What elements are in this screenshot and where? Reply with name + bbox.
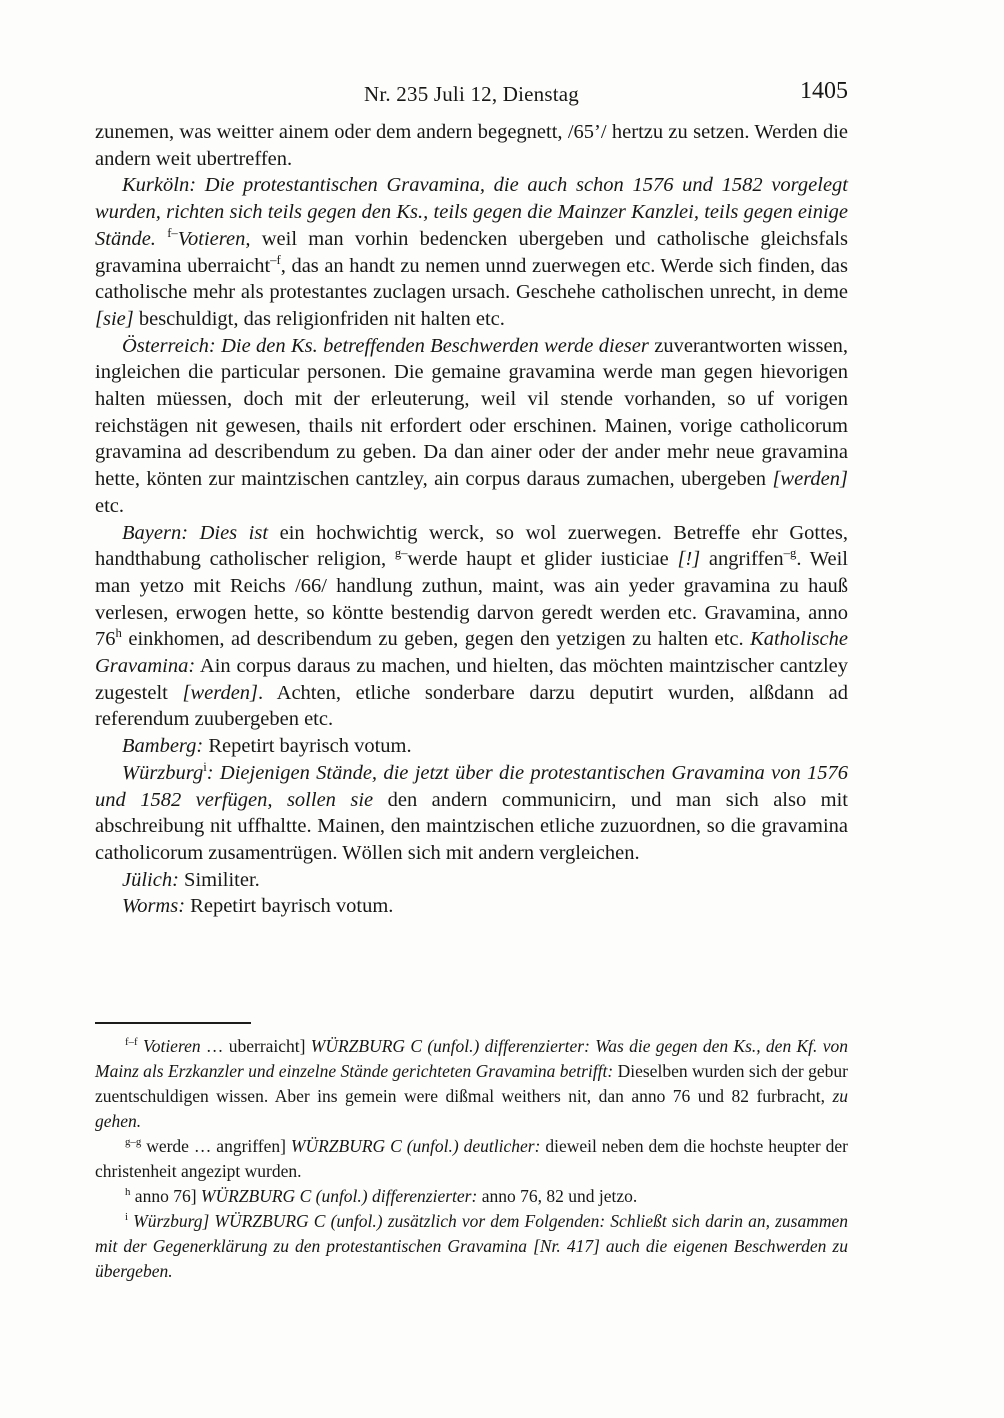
text-segment: . Achten, etliche sonderbare darzu deputirt wurden, alßdann ad referendum zuubergeben etc. — [95, 681, 848, 731]
text-segment: werde … angriffen] — [141, 1136, 291, 1156]
footnote-separator-rule — [95, 1022, 251, 1024]
text-segment: … uberraicht] — [200, 1036, 311, 1056]
text-segment: weil man vorhin bedencken ubergeben und catholische gleichsfals gravamina uberraicht — [95, 227, 848, 277]
text-segment: dieweil neben dem die hochste heupter der christenheit angezipt wurden. — [95, 1136, 848, 1181]
text-segment: Worms: — [122, 895, 186, 918]
text-segment: Repetirt bayrisch votum. — [203, 735, 412, 758]
text-segment: [sie] — [95, 307, 134, 330]
text-segment: WÜRZBURG C (unfol.) deutlicher: — [290, 1136, 546, 1156]
text-segment: beschuldigt, das religionfriden nit halten etc. — [133, 307, 505, 330]
text-segment: Dieselben wurden sich der gebur zuentschuldigen wissen. Aber ins gemein were dißmal weithers nit, dan anno 76 und 82 furbracht, — [95, 1061, 848, 1106]
text-segment: Bamberg: — [122, 735, 204, 758]
text-segment: zunemen, was weitter ainem oder dem andern begegnett, /65’/ hertzu zu setzen. Werden die andern weit ubertreffen. — [95, 121, 848, 170]
text-segment: Würzburg — [122, 761, 204, 784]
superscript-note-mark: i — [125, 1211, 129, 1224]
page-header — [95, 78, 848, 110]
text-segment: Bayern: Dies ist — [122, 521, 280, 544]
superscript-note-mark: h — [125, 1186, 131, 1199]
para-wuerzburg — [95, 760, 848, 867]
para-worms — [95, 893, 848, 920]
superscript-note-mark: –f — [270, 252, 281, 267]
text-segment: : Diejenigen Stände, die jetzt über die protestantischen Gravamina von 1576 und 1582 verfügen, sollen sie — [95, 761, 848, 811]
para-continuation — [95, 119, 848, 172]
superscript-note-mark: h — [115, 626, 122, 641]
footnote-h — [95, 1184, 848, 1209]
para-bamberg — [95, 733, 848, 760]
para-juelich — [95, 867, 848, 894]
text-segment: Kurköln: Die protestantischen Gravamina, die auch schon 1576 und 1582 vorgelegt wurden, richten sich teils gegen den Ks., teils gegen die Mainzer Kanzlei, teils gegen einige Stände. — [95, 174, 848, 250]
text-segment: [!] — [677, 548, 701, 571]
text-segment: ein hochwichtig werck, so wol zuerwegen. Betreffe ehr Gottes, handthabung catholischer religion, — [95, 521, 848, 571]
superscript-note-mark: g–g — [125, 1136, 142, 1149]
text-segment: Würzburg] WÜRZBURG C (unfol.) zusätzlich vor dem Folgenden: Schließt sich darin an, zusammen mit der Gegenerklärung zu den protestantischen Gravamina [Nr. 417] auch die eigenen Beschwerden zu übergeben. — [95, 1211, 848, 1281]
text-segment: . Weil man yetzo mit Reichs /66/ handlung zuthun, maint, was ain yeder gravamina zu hauß verlesen, erwogen hette, so köntte bestendig darvon geredt werden etc. Gravamina, anno 76 — [95, 548, 848, 651]
text-segment: Österreich: Die den Ks. betreffenden Beschwerden werde dieser — [122, 334, 655, 357]
text-segment: Repetirt bayrisch votum. — [185, 895, 394, 918]
superscript-note-mark: f–f — [125, 1036, 138, 1049]
para-bayern — [95, 520, 848, 734]
text-segment: Ain corpus daraus zu machen, und hielten, das möchten maintzischer cantzley zugestelt — [95, 655, 848, 704]
text-segment: einkhomen, ad describendum zu geben, gegen den yetzigen zu halten etc. — [121, 628, 751, 651]
superscript-note-mark: –g — [783, 546, 797, 561]
footnotes-block — [95, 1034, 848, 1284]
text-segment: etc. — [95, 494, 125, 517]
text-segment: [werden] — [772, 468, 848, 491]
para-oesterreich — [95, 333, 848, 520]
text-segment: anno 76, 82 und jetzo. — [481, 1186, 638, 1206]
text-segment: anno 76] — [130, 1186, 201, 1206]
page-number: 1405 — [800, 78, 848, 104]
text-segment: , das an handt zu nemen unnd zuerwegen etc. Werde sich finden, das catholische mehr als protestantes zuclagen ursach. Geschehe catholischen unrecht, in deme — [95, 254, 849, 304]
running-head: Nr. 235 Juli 12, Dienstag — [364, 82, 579, 106]
text-segment: zu gehen. — [95, 1086, 848, 1131]
superscript-note-mark: f– — [167, 225, 178, 240]
footnote-g — [95, 1134, 848, 1184]
main-text — [95, 119, 848, 920]
superscript-note-mark: g– — [394, 546, 408, 561]
text-segment: [werden] — [182, 681, 259, 704]
footnote-i — [95, 1209, 848, 1284]
text-segment: zuverantworten wissen, ingleichen die particular personen. Die gemaine gravamina werde man gegen hievorigen halten müessen, doch mit der erleuterung, weil vil stende vorhanden, so uf vorigen reichstägen nit gewesen, thails nit erfordert oder erschinen. Mainen, vorige catholicorum gravamina ad describendum zu geben. Da dan ainer oder der ander mehr neue gravamina hette, könten zur maintzischen cantzley, ain corpus daraus zumachen, ubergeben — [95, 334, 848, 491]
footnote-f — [95, 1034, 848, 1134]
text-segment: Votieren, — [177, 227, 251, 250]
text-segment: den andern communicirn, und man sich also mit abschreibung nit uffhaltte. Mainen, den maintzischen etliche zuzuordnen, so die gravamina catholicorum zusamentrügen. Wöllen sich mit andern vergleichen. — [95, 788, 849, 864]
text-segment: WÜRZBURG C (unfol.) differenzierter: — [200, 1186, 482, 1206]
text-segment: angriffen — [700, 548, 784, 571]
superscript-note-mark: i — [203, 760, 207, 775]
para-kurkoeln — [95, 172, 848, 332]
text-segment: Katholische Gravamina: — [95, 628, 848, 678]
text-segment: WÜRZBURG C (unfol.) differenzierter: Was die gegen den Ks., den Kf. von Mainz als Erzkanzler und einzelne Stände gerichteten Gravamina betrifft: — [95, 1036, 848, 1081]
text-segment: Similiter. — [178, 868, 260, 891]
text-segment: werde haupt et glider iusticiae — [407, 548, 678, 571]
text-segment: Votieren — [137, 1036, 201, 1056]
text-segment: Jülich: — [122, 868, 179, 891]
